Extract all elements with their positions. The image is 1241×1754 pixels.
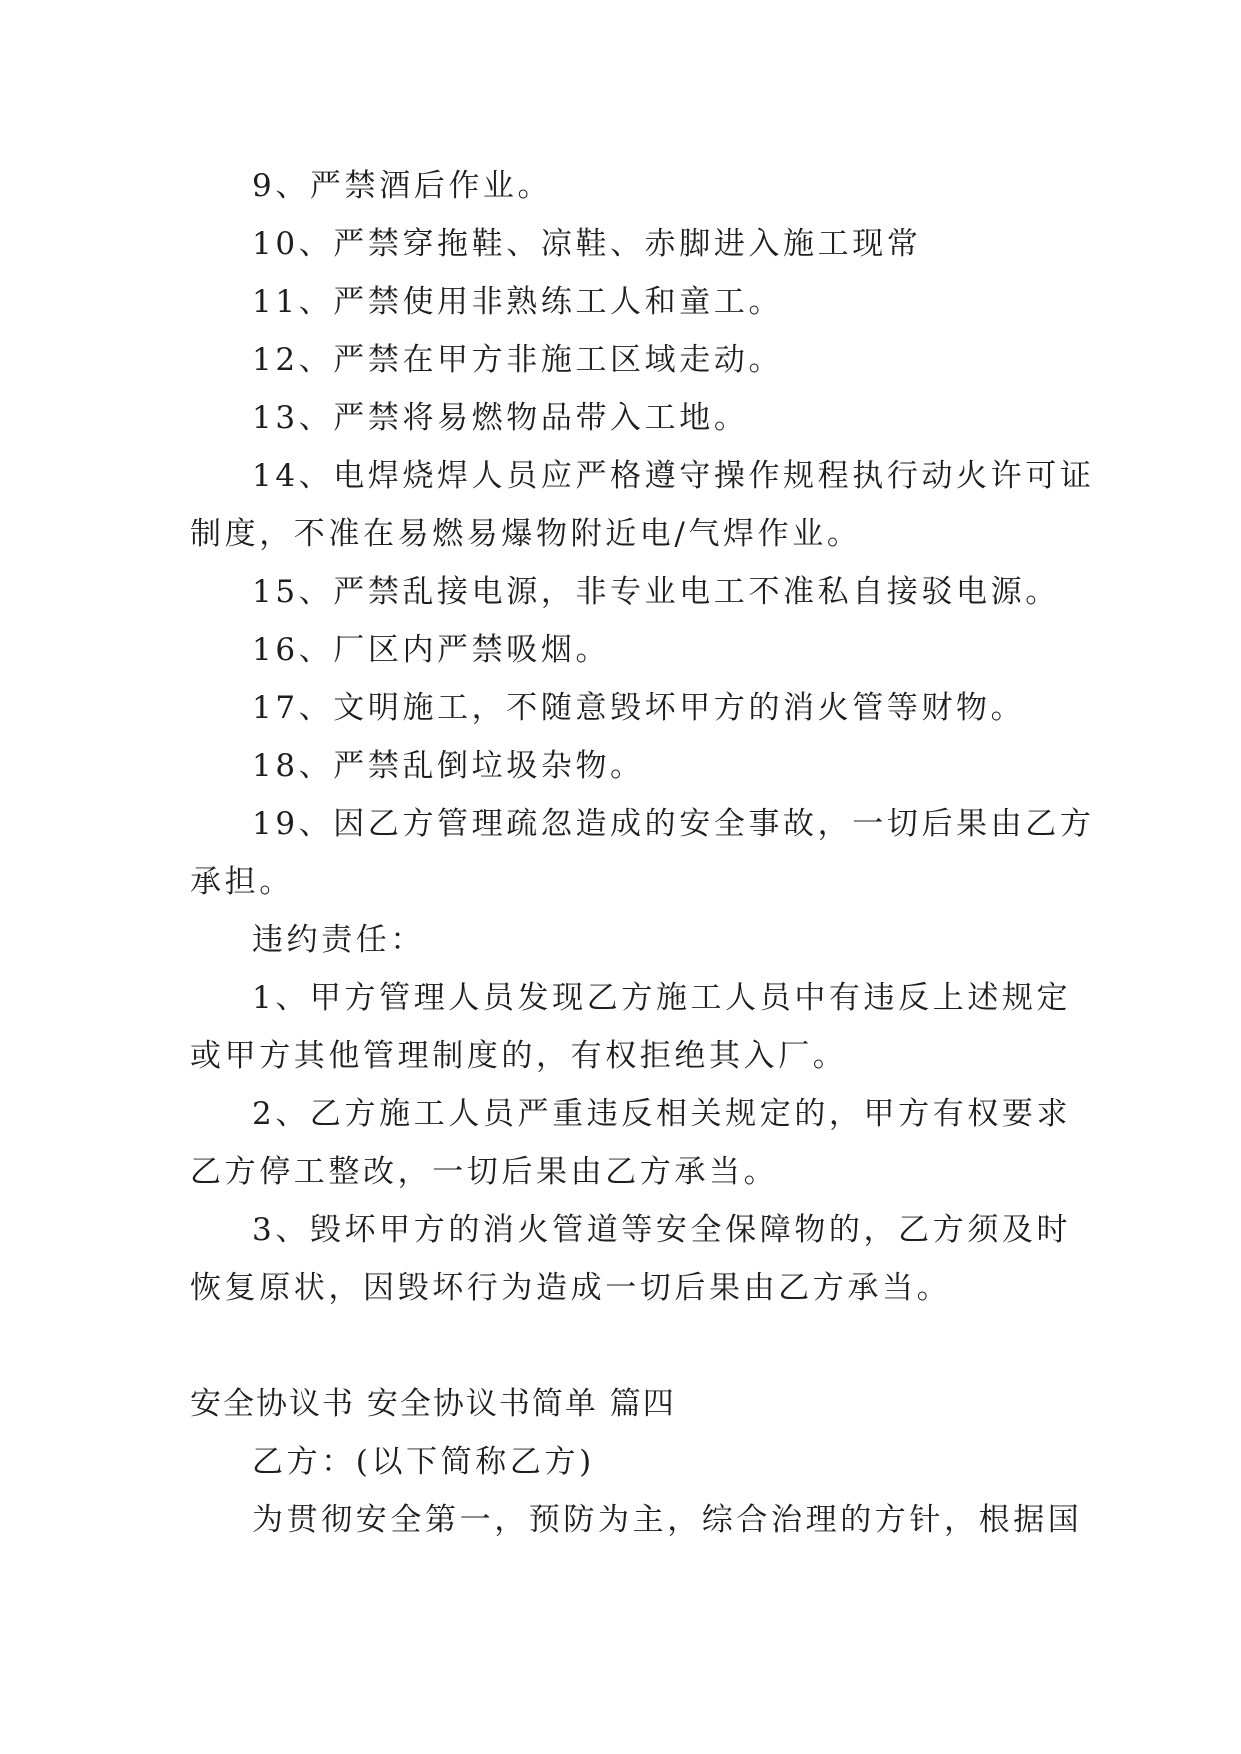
rule-item-11: 11、严禁使用非熟练工人和童工。	[252, 284, 784, 320]
rule-item-17: 17、文明施工，不随意毁坏甲方的消火管等财物。	[252, 690, 1026, 726]
rule-item-14: 14、电焊烧焊人员应严格遵守操作规程执行动火许可证	[252, 458, 1095, 494]
party-b-line: 乙方：(以下简称乙方)	[252, 1444, 595, 1480]
rule-item-19: 19、因乙方管理疏忽造成的安全事故，一切后果由乙方	[252, 806, 1095, 842]
liability-item-2: 2、乙方施工人员严重违反相关规定的，甲方有权要求	[252, 1096, 1072, 1132]
liability-item-2-continuation: 乙方停工整改，一切后果由乙方承当。	[190, 1154, 779, 1190]
section-heading: 安全协议书 安全协议书简单 篇四	[190, 1386, 676, 1422]
rule-item-19-continuation: 承担。	[190, 864, 294, 900]
rule-item-13: 13、严禁将易燃物品带入工地。	[252, 400, 749, 436]
liability-title: 违约责任：	[252, 922, 425, 958]
rule-item-9: 9、严禁酒后作业。	[252, 168, 553, 204]
liability-item-1: 1、甲方管理人员发现乙方施工人员中有违反上述规定	[252, 980, 1072, 1016]
liability-item-3-continuation: 恢复原状，因毁坏行为造成一切后果由乙方承当。	[190, 1270, 952, 1306]
rule-item-18: 18、严禁乱倒垃圾杂物。	[252, 748, 645, 784]
rule-item-15: 15、严禁乱接电源，非专业电工不准私自接驳电源。	[252, 574, 1060, 610]
rule-item-14-continuation: 制度，不准在易燃易爆物附近电/气焊作业。	[190, 516, 862, 552]
rule-item-12: 12、严禁在甲方非施工区域走动。	[252, 342, 784, 378]
liability-item-1-continuation: 或甲方其他管理制度的，有权拒绝其入厂。	[190, 1038, 848, 1074]
liability-item-3: 3、毁坏甲方的消火管道等安全保障物的，乙方须及时	[252, 1212, 1072, 1248]
intro-paragraph: 为贯彻安全第一，预防为主，综合治理的方针，根据国	[252, 1502, 1083, 1538]
rule-item-10: 10、严禁穿拖鞋、凉鞋、赤脚进入施工现常	[252, 226, 922, 262]
rule-item-16: 16、厂区内严禁吸烟。	[252, 632, 611, 668]
